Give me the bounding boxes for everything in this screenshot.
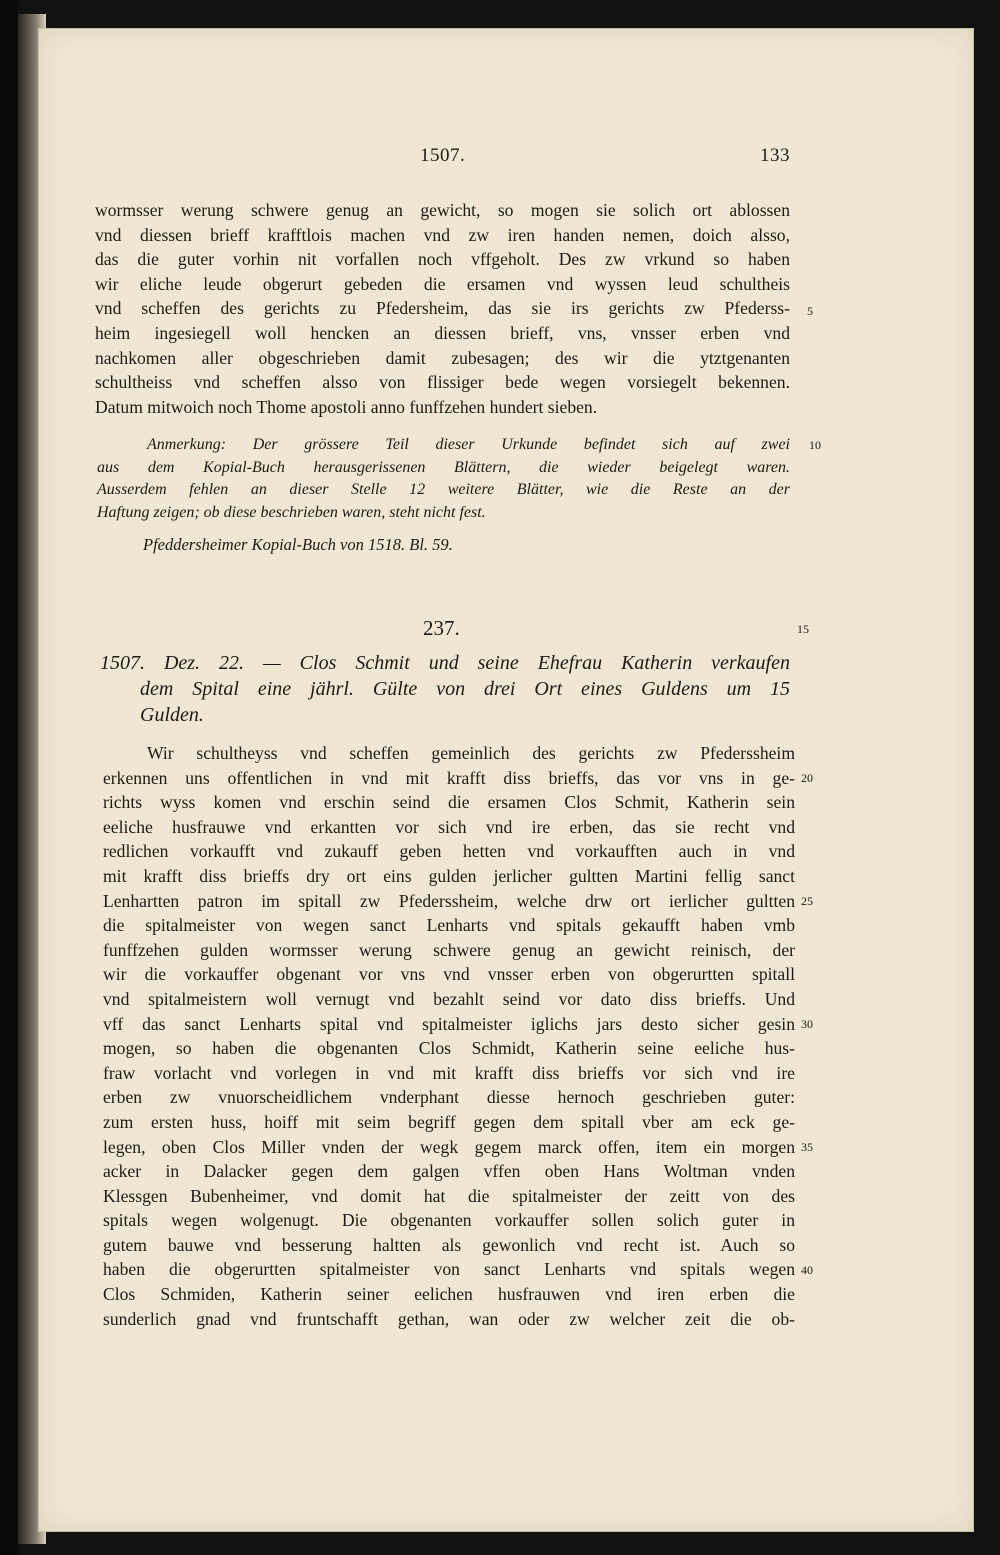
regest-line: dem Spital eine jährl. Gülte von drei Ort eines Guldens um 15: [140, 678, 790, 700]
source-citation: Pfeddersheimer Kopial-Buch von 1518. Bl. 59.: [143, 535, 453, 554]
text-line: redlichen vorkaufft vnd zukauff geben hetten vnd vorkaufften auch in vnd: [103, 841, 795, 862]
page-number: 133: [760, 145, 790, 166]
regest-summary: [100, 650, 790, 728]
text-line: mit krafft diss brieffs dry ort eins gulden jerlicher gultten Martini fellig sanct: [103, 865, 795, 886]
text-line: haben die obgerurtten spitalmeister von sanct Lenharts vnd spitals wegen: [103, 1259, 795, 1280]
text-line: vnd spitalmeistern woll vernugt vnd bezahlt seind vor dato diss brieffs. Und: [103, 988, 795, 1009]
note-line: Ausserdem fehlen an dieser Stelle 12 weitere Blätter, wie die Reste an der: [97, 481, 790, 499]
text-line: zum ersten huss, hoiff mit seim begriff gegen dem spitall vber am eck ge-: [103, 1111, 795, 1132]
text-line: Clos Schmiden, Katherin seiner eelichen husfrauwen vnd iren erben die: [103, 1284, 795, 1305]
text-line: heim ingesiegell woll hencken an diessen brieff, vns, vnsser erben vnd: [95, 322, 790, 343]
line-number: 40: [801, 1263, 813, 1277]
text-line: vnd diessen brieff krafftlois machen vnd zw iren handen nemen, doich alsso,: [95, 224, 790, 245]
annotation-note: [97, 434, 821, 524]
text-line: wir die vorkauffer obgenant vor vns vnd vnsser erben von obgerurtten spitall: [103, 964, 795, 985]
line-number: 35: [801, 1140, 813, 1154]
regest-line: 1507. Dez. 22. — Clos Schmit und seine Ehefrau Katherin verkaufen: [100, 652, 790, 674]
text-line: richts wyss komen vnd erschin seind die ersamen Clos Schmit, Katherin sein: [103, 792, 795, 813]
text-line: spitals wegen wolgenugt. Die obgenanten vorkauffer sollen solich guter in: [103, 1210, 795, 1231]
text-line: erkennen uns offentlichen in vnd mit krafft diss brieffs, das vor vns in ge-: [103, 767, 795, 788]
regest-line: Gulden.: [140, 704, 204, 726]
charter-text: [103, 741, 813, 1331]
text-line: legen, oben Clos Miller vnden der wegk gegem marck offen, item ein morgen: [103, 1136, 795, 1157]
line-number: 15: [797, 622, 809, 636]
line-number: 30: [801, 1017, 813, 1031]
text-line: Lenhartten patron im spitall zw Pfederssheim, welche drw ort ierlicher gultten: [103, 890, 795, 911]
line-number: 5: [807, 304, 813, 318]
text-line: eeliche husfrauwe vnd erkantten vor sich vnd ire erben, das sie recht vnd: [103, 816, 795, 837]
text-line: die spitalmeister von wegen sanct Lenharts vnd spitals gekaufft haben vmb: [103, 915, 795, 936]
note-line: aus dem Kopial-Buch herausgerissenen Blättern, die wieder beigelegt waren.: [97, 458, 790, 476]
text-line: fraw vorlacht vnd vorlegen in vnd mit krafft diss brieffs vor sich vnd ire: [103, 1062, 795, 1083]
text-line: Datum mitwoich noch Thome apostoli anno funffzehen hundert sieben.: [95, 396, 598, 417]
text-line: funffzehen gulden wormsser werung schwere genug an gewicht reinisch, der: [103, 939, 795, 960]
text-line: wormsser werung schwere genug an gewicht, so mogen sie solich ort ablossen: [95, 200, 790, 220]
line-number: 25: [801, 894, 813, 908]
running-header: [420, 145, 790, 173]
header-year: 1507.: [420, 145, 466, 166]
scan-border: [0, 0, 18, 1555]
text-line: wir eliche leude obgerurt gebeden die ersamen vnd wyssen leud schultheis: [95, 273, 790, 294]
document-number: 237.: [423, 616, 460, 640]
text-line: vnd scheffen des gerichts zu Pfedersheim, das sie irs gerichts zw Pfederss-: [95, 298, 790, 319]
continued-paragraph: [95, 198, 813, 419]
line-number: 10: [809, 438, 821, 452]
text-line: acker in Dalacker gegen dem galgen vffen oben Hans Woltman vnden: [103, 1161, 795, 1182]
text-line: das die guter vorhin nit vorfallen noch vffgeholt. Des zw vrkund so haben: [95, 249, 790, 270]
text-line: vff das sanct Lenharts spital vnd spitalmeister iglichs jars desto sicher gesin: [103, 1013, 795, 1034]
text-line: Klessgen Bubenheimer, vnd domit hat die spitalmeister der zeitt von des: [103, 1185, 795, 1206]
text-line: nachkomen aller obgeschrieben damit zubesagen; des wir die ytztgenanten: [95, 347, 790, 368]
note-line: Anmerkung: Der grössere Teil dieser Urkunde befindet sich auf zwei: [147, 436, 790, 453]
text-line: sunderlich gnad vnd fruntschafft gethan, wan oder zw welcher zeit die ob-: [103, 1308, 795, 1329]
text-line: Wir schultheyss vnd scheffen gemeinlich des gerichts zw Pfederssheim: [147, 743, 795, 763]
text-line: schultheiss vnd scheffen alsso von flissiger bede wegen vorsiegelt bekennen.: [95, 372, 790, 393]
text-line: mogen, so haben die obgenanten Clos Schmidt, Katherin seine eeliche hus-: [103, 1038, 795, 1059]
note-line: Haftung zeigen; ob diese beschrieben waren, steht nicht fest.: [97, 503, 486, 521]
line-number: 20: [801, 771, 813, 785]
text-line: gutem bauwe vnd besserung haltten als gewonlich vnd recht ist. Auch so: [103, 1234, 795, 1255]
text-line: erben zw vnuorscheidlichem vnderphant diesse hernoch geschrieben guter:: [103, 1087, 795, 1108]
